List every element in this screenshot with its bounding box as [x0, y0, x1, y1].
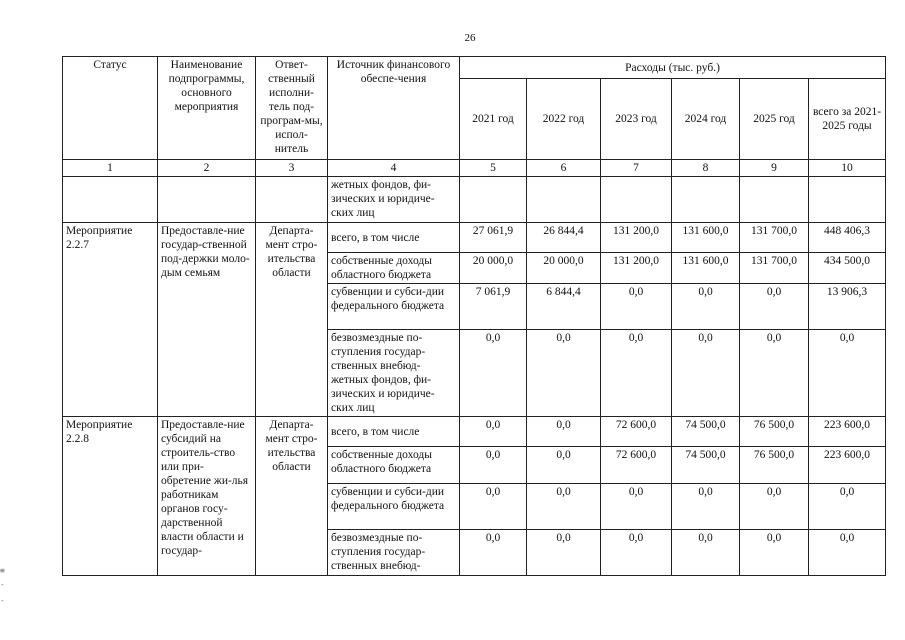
source-cell: жетных фондов, фи-зических и юридиче-ских лиц	[328, 177, 460, 223]
value-cell: 20 000,0	[460, 253, 527, 284]
value-cell: 26 844,4	[527, 223, 601, 253]
empty-cell	[527, 177, 601, 223]
value-cell: 0,0	[601, 484, 672, 530]
value-cell: 13 906,3	[809, 284, 886, 330]
empty-cell	[460, 177, 527, 223]
value-cell: 76 500,0	[740, 447, 809, 484]
header-source: Источник финансового обеспе-чения	[328, 57, 460, 160]
value-cell: 131 200,0	[601, 223, 672, 253]
source-cell: безвозмездные по-ступления государ-ственных внебюд-	[328, 530, 460, 576]
empty-cell	[601, 177, 672, 223]
value-cell: 0,0	[460, 330, 527, 417]
header-name: Наименование подпрограммы, основного мероприятия	[158, 57, 256, 160]
value-cell: 0,0	[601, 330, 672, 417]
empty-cell	[672, 177, 740, 223]
value-cell: 131 700,0	[740, 253, 809, 284]
header-year: 2022 год	[527, 79, 601, 160]
value-cell: 0,0	[740, 484, 809, 530]
value-cell: 0,0	[672, 284, 740, 330]
source-cell: всего, в том числе	[328, 223, 460, 253]
value-cell: 0,0	[809, 530, 886, 576]
value-cell: 74 500,0	[672, 447, 740, 484]
empty-cell	[256, 177, 328, 223]
column-number-row	[63, 160, 886, 177]
source-cell: безвозмездные по-ступления государ-ственных внебюд-жетных фондов, фи-зических и юридиче-ских лиц	[328, 330, 460, 417]
value-cell: 0,0	[601, 530, 672, 576]
column-number: 6	[527, 160, 601, 177]
value-cell: 131 600,0	[672, 253, 740, 284]
value-cell: 0,0	[740, 330, 809, 417]
empty-cell	[740, 177, 809, 223]
column-number: 8	[672, 160, 740, 177]
source-cell: всего, в том числе	[328, 417, 460, 447]
measure-name: Предоставле-ние государ-ственной под-держки моло-дым семьям	[158, 223, 256, 417]
source-cell: субвенции и субси-дии федерального бюджета	[328, 484, 460, 530]
value-cell: 6 844,4	[527, 284, 601, 330]
column-number: 10	[809, 160, 886, 177]
column-number: 7	[601, 160, 672, 177]
table-row	[63, 417, 886, 447]
measure-status: Мероприятие 2.2.7	[63, 223, 158, 417]
measure-responsible: Департа-мент стро-ительства области	[256, 223, 328, 417]
value-cell: 0,0	[809, 330, 886, 417]
column-number: 9	[740, 160, 809, 177]
value-cell: 434 500,0	[809, 253, 886, 284]
value-cell: 0,0	[672, 530, 740, 576]
value-cell: 20 000,0	[527, 253, 601, 284]
continuation-row	[63, 177, 886, 223]
margin-mark: -	[0, 580, 5, 589]
margin-mark: -	[0, 596, 5, 605]
measure-name: Предоставле-ние субсидий на строитель-ство или при-обретение жи-лья работникам органов госу-дарственной власти области и государ-	[158, 417, 256, 576]
header-expenses: Расходы (тыс. руб.)	[460, 57, 886, 79]
source-cell: собственные доходы областного бюджета	[328, 447, 460, 484]
value-cell: 0,0	[672, 484, 740, 530]
value-cell: 76 500,0	[740, 417, 809, 447]
value-cell: 0,0	[740, 530, 809, 576]
value-cell: 131 200,0	[601, 253, 672, 284]
budget-table	[62, 56, 886, 576]
column-number: 4	[328, 160, 460, 177]
value-cell: 72 600,0	[601, 447, 672, 484]
header-status: Статус	[63, 57, 158, 160]
page-number: 26	[464, 32, 476, 44]
value-cell: 0,0	[740, 284, 809, 330]
empty-cell	[63, 177, 158, 223]
header-total: всего за 2021-2025 годы	[809, 79, 886, 160]
value-cell: 0,0	[460, 417, 527, 447]
value-cell: 223 600,0	[809, 417, 886, 447]
value-cell: 131 600,0	[672, 223, 740, 253]
value-cell: 7 061,9	[460, 284, 527, 330]
measure-responsible: Департа-мент стро-ительства области	[256, 417, 328, 576]
empty-cell	[158, 177, 256, 223]
value-cell: 0,0	[527, 484, 601, 530]
value-cell: 131 700,0	[740, 223, 809, 253]
header-year: 2021 год	[460, 79, 527, 160]
source-cell: собственные доходы областного бюджета	[328, 253, 460, 284]
value-cell: 0,0	[527, 530, 601, 576]
table-row	[63, 223, 886, 253]
measure-status: Мероприятие 2.2.8	[63, 417, 158, 576]
value-cell: 0,0	[460, 530, 527, 576]
column-number: 5	[460, 160, 527, 177]
value-cell: 0,0	[527, 447, 601, 484]
source-cell: субвенции и субси-дии федерального бюджета	[328, 284, 460, 330]
value-cell: 0,0	[460, 484, 527, 530]
value-cell: 0,0	[527, 330, 601, 417]
value-cell: 74 500,0	[672, 417, 740, 447]
header-year: 2025 год	[740, 79, 809, 160]
column-number: 1	[63, 160, 158, 177]
header-year: 2023 год	[601, 79, 672, 160]
value-cell: 27 061,9	[460, 223, 527, 253]
value-cell: 0,0	[527, 417, 601, 447]
value-cell: 0,0	[672, 330, 740, 417]
value-cell: 0,0	[460, 447, 527, 484]
empty-cell	[809, 177, 886, 223]
margin-mark: ≡	[0, 566, 5, 575]
header-responsible: Ответ-ственный исполни-тель под-програм-мы, испол-нитель	[256, 57, 328, 160]
value-cell: 0,0	[601, 284, 672, 330]
value-cell: 0,0	[809, 484, 886, 530]
value-cell: 223 600,0	[809, 447, 886, 484]
column-number: 2	[158, 160, 256, 177]
value-cell: 448 406,3	[809, 223, 886, 253]
column-number: 3	[256, 160, 328, 177]
value-cell: 72 600,0	[601, 417, 672, 447]
header-year: 2024 год	[672, 79, 740, 160]
